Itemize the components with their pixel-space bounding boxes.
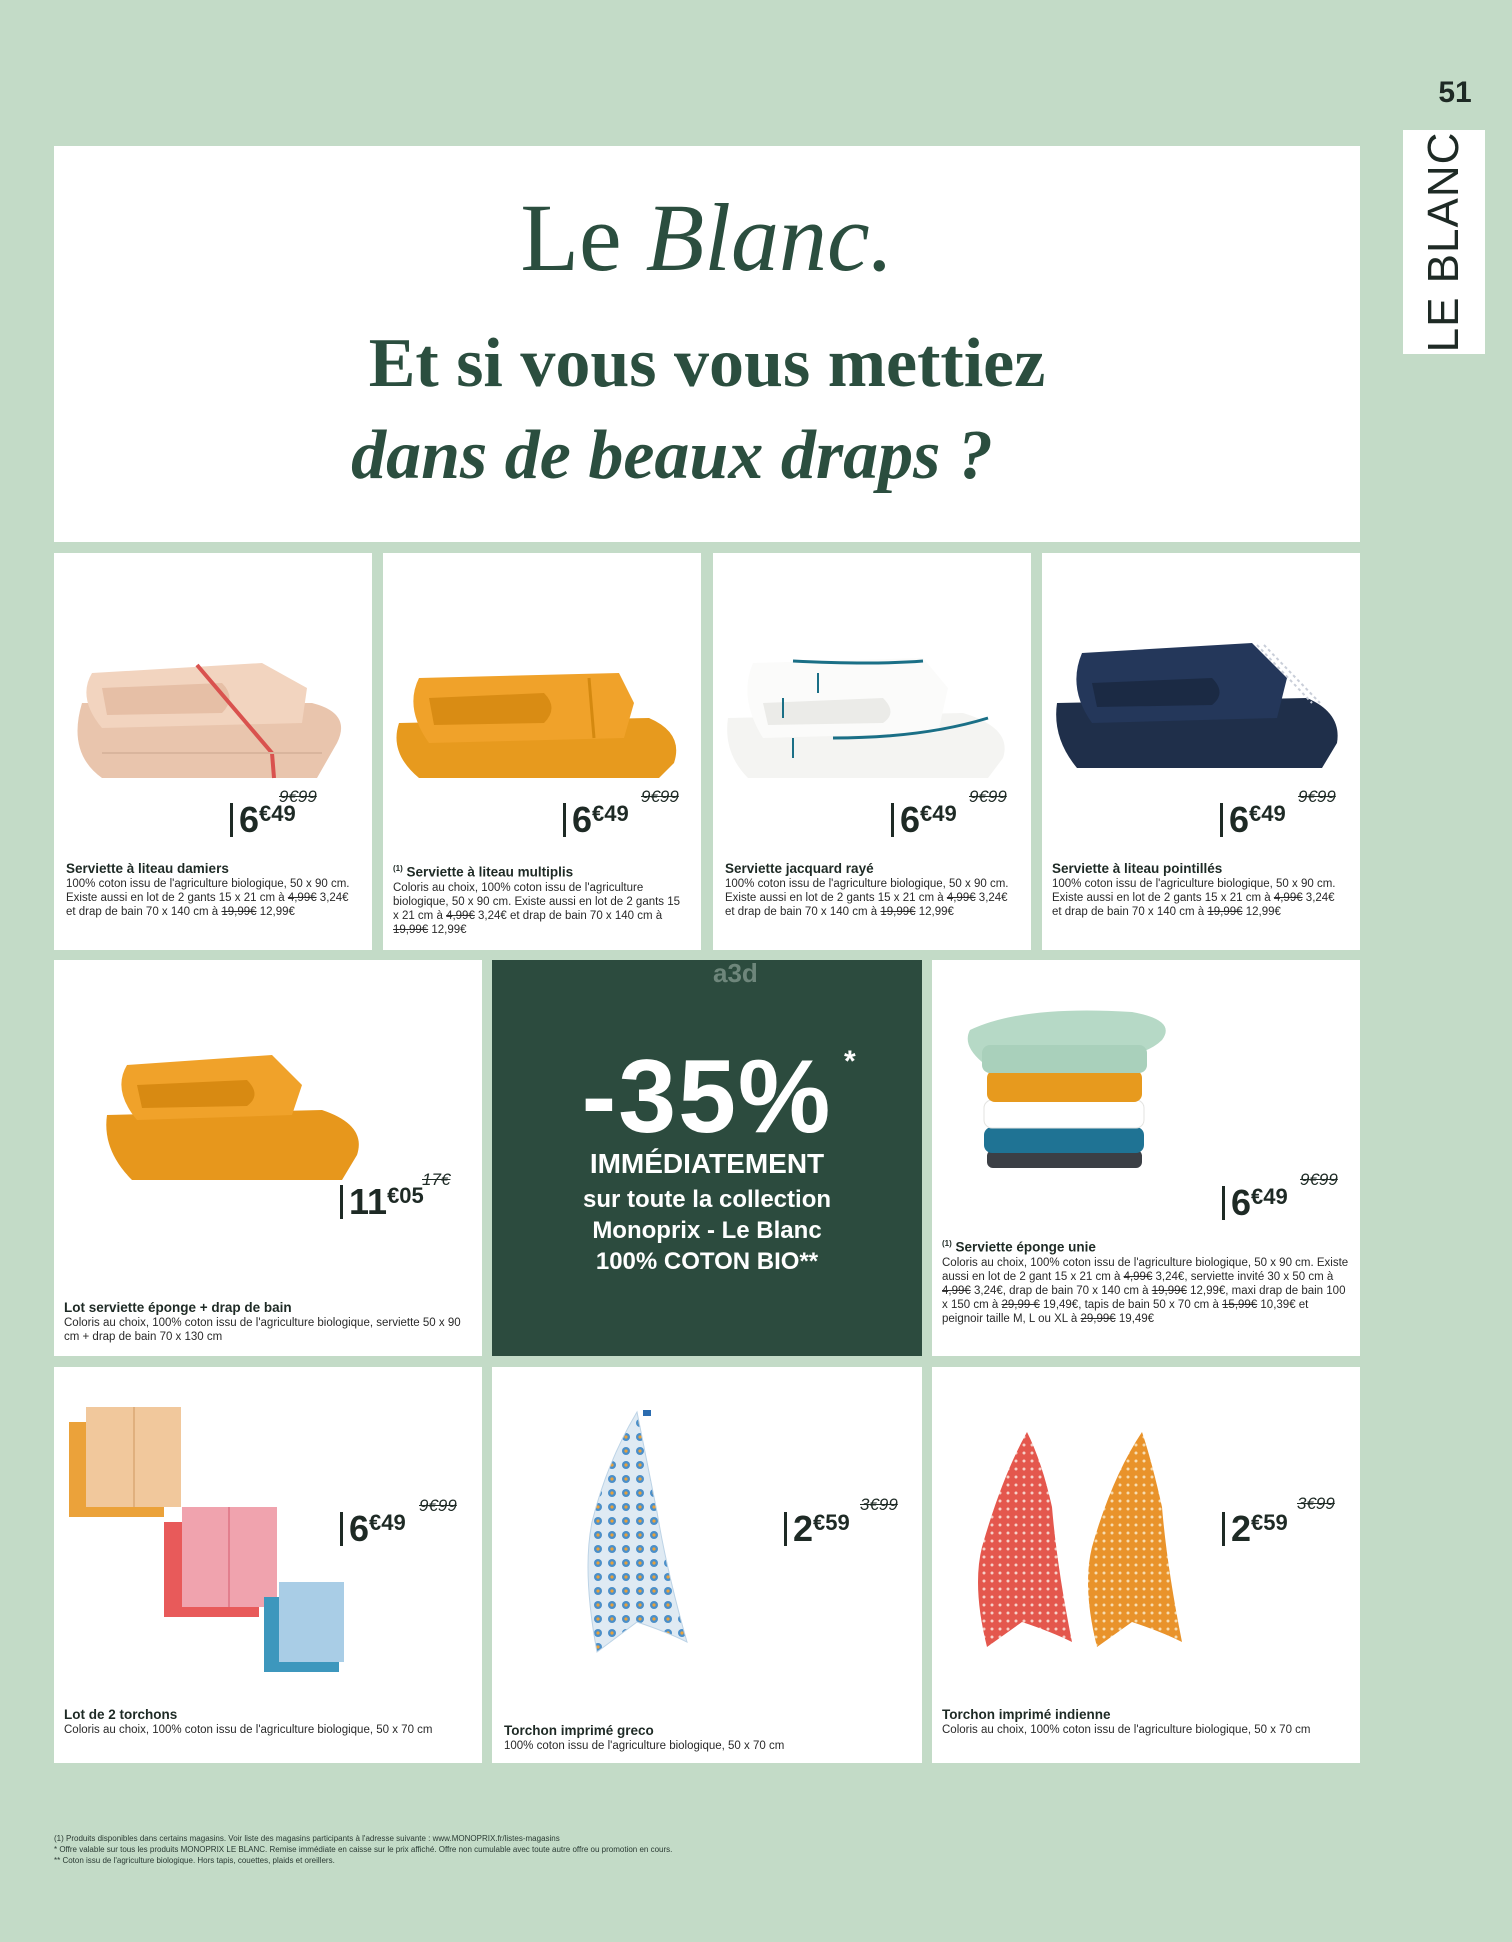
price-dec: €49	[592, 801, 629, 826]
product-desc	[64, 1300, 464, 1344]
price	[563, 799, 629, 840]
hero-line-2: Et si vous vous mettiez	[368, 325, 1046, 402]
promo-panel	[492, 960, 922, 1356]
desc: 100% coton issu de l'agriculture biologique, 50 x 70 cm	[504, 1740, 785, 1752]
hero-banner	[54, 146, 1360, 542]
section-tab-label: LE BLANC	[1419, 131, 1468, 353]
old-drap-price: 19,99€	[221, 906, 257, 918]
desc: Coloris au choix, 100% coton issu de l'agriculture biologique, 50 x 70 cm	[942, 1724, 1311, 1736]
towel-multiplis-image	[389, 643, 689, 793]
price-int: 6	[239, 799, 260, 840]
desc-5: 19,49€, tapis de bain 50 x 70 cm à	[1039, 1298, 1223, 1311]
price-int: 6	[1229, 799, 1250, 840]
old-price: 17€	[422, 1170, 451, 1189]
old-price-1: 4,99€	[1123, 1270, 1153, 1283]
desc-a: Coloris au choix, 100% coton issu de l'agriculture biologique, 50 x 90 cm. Existe aussi en lot de 2 gants 15 x 21 cm à	[393, 881, 681, 922]
product-name: Serviette éponge unie	[955, 1239, 1096, 1255]
footnote-1: (1) Produits disponibles dans certains magasins. Voir liste des magasins participants à l'adresse suivante : www.MONOPRIX.fr/listes-magasins	[54, 1834, 560, 1843]
towel-pointilles-image	[1052, 633, 1352, 793]
promo-star: *	[844, 1045, 856, 1078]
product-name-line	[942, 1236, 1350, 1256]
promo-details	[492, 1184, 922, 1277]
desc-2: 3,24€, serviette invité 30 x 50 cm à	[1152, 1270, 1334, 1283]
towel-jacquard-image	[723, 643, 1023, 793]
desc-b: 3,24€ et drap de bain 70 x 140 cm à	[725, 892, 1008, 918]
footnote-3: ** Coton issu de l'agriculture biologique. Hors tapis, couettes, plaids et oreillers.	[54, 1856, 335, 1865]
product-name: Lot de 2 torchons	[64, 1707, 178, 1722]
product-card-pointilles[interactable]	[1042, 553, 1360, 950]
product-name: Serviette à liteau pointillés	[1052, 861, 1223, 876]
hero-title-italic: Blanc.	[645, 184, 894, 291]
price-dec: €05	[387, 1183, 424, 1208]
product-desc	[393, 861, 683, 937]
hero-title	[54, 182, 1360, 293]
old-price: 3€99	[1297, 1494, 1335, 1513]
product-desc	[725, 861, 1015, 919]
desc: Coloris au choix, 100% coton issu de l'agriculture biologique, serviette 50 x 90 cm + drap de bain 70 x 130 cm	[64, 1317, 461, 1343]
desc: Coloris au choix, 100% coton issu de l'agriculture biologique, 50 x 70 cm	[64, 1724, 433, 1736]
price-int: 11	[349, 1181, 388, 1222]
product-card-greco[interactable]	[492, 1367, 922, 1763]
price-dec: €59	[813, 1510, 850, 1535]
old-drap-price: 19,99€	[880, 906, 916, 918]
price	[230, 799, 296, 840]
old-price: 3€99	[860, 1495, 898, 1514]
desc-c: 12,99€	[915, 906, 954, 918]
promo-line-2: sur toute la collection	[582, 1186, 832, 1213]
product-desc	[64, 1707, 464, 1737]
old-gants-price: 4,99€	[446, 909, 475, 922]
old-price: 9€99	[1298, 787, 1336, 806]
towel-set-image	[102, 1040, 382, 1190]
product-desc	[504, 1723, 904, 1753]
old-price: 9€99	[1300, 1170, 1338, 1189]
old-gants-price: 4,99€	[287, 892, 317, 904]
promo-percent: -35%	[581, 1039, 833, 1155]
torchons-image	[64, 1407, 344, 1677]
desc-b: 3,24€ et drap de bain 70 x 140 cm à	[474, 909, 663, 922]
price-dec: €49	[259, 801, 296, 826]
product-card-multiplis[interactable]	[383, 553, 701, 950]
hero-title-plain: Le	[520, 184, 646, 291]
torchon-greco-image	[577, 1402, 697, 1662]
product-card-jacquard[interactable]	[713, 553, 1031, 950]
old-price-2: 4,99€	[942, 1284, 971, 1297]
old-drap-price: 19,99€	[1207, 906, 1243, 918]
desc-a: 100% coton issu de l'agriculture biologique, 50 x 90 cm. Existe aussi en lot de 2 gants 15 x 21 cm à	[66, 878, 350, 904]
old-price-3: 19,99€	[1151, 1284, 1187, 1297]
page-number: 51	[1438, 76, 1472, 109]
product-card-torchons[interactable]	[54, 1367, 482, 1763]
desc-c: 12,99€	[1242, 906, 1281, 918]
price-dec: €49	[1249, 801, 1286, 826]
price	[340, 1508, 406, 1549]
torchon-indienne-image	[972, 1417, 1212, 1667]
old-price: 9€99	[641, 787, 679, 806]
promo-line-3: Monoprix - Le Blanc	[592, 1217, 822, 1244]
price-int: 6	[900, 799, 921, 840]
product-card-damiers[interactable]	[54, 553, 372, 950]
promo-line-4: 100% COTON BIO**	[595, 1248, 819, 1275]
desc-7: 19,49€	[1115, 1312, 1155, 1325]
desc-1: Coloris au choix, 100% coton issu de l'agriculture biologique, 50 x 90 cm. Existe aussi en lot de 2 gant 15 x 21 cm à	[942, 1256, 1349, 1283]
product-name: Torchon imprimé greco	[504, 1723, 654, 1738]
desc-c: 12,99€	[428, 923, 467, 936]
product-name-line	[393, 861, 683, 881]
price	[784, 1508, 850, 1549]
price-dec: €49	[1251, 1184, 1288, 1209]
product-desc	[66, 861, 356, 919]
price-int: 6	[1231, 1182, 1252, 1223]
old-price-5: 15,99€	[1222, 1298, 1258, 1311]
price-int: 2	[1231, 1508, 1252, 1549]
towel-damiers-image	[62, 643, 362, 793]
price	[891, 799, 957, 840]
product-name: Serviette à liteau multiplis	[406, 864, 574, 880]
price-int: 6	[572, 799, 593, 840]
product-name: Lot serviette éponge + drap de bain	[64, 1300, 292, 1315]
price-dec: €59	[1251, 1510, 1288, 1535]
product-card-lot-eponge[interactable]	[54, 960, 482, 1356]
footnote-ref: (1)	[942, 1239, 952, 1248]
desc-6: 10,39€ et peignoir taille M, L ou XL à	[942, 1298, 1309, 1325]
desc-b: 3,24€ et drap de bain 70 x 140 cm à	[1052, 892, 1335, 918]
desc-c: 12,99€	[256, 906, 295, 918]
product-card-eponge-unie[interactable]	[932, 960, 1360, 1356]
footnote-ref: (1)	[393, 864, 403, 873]
old-gants-price: 4,99€	[1273, 892, 1303, 904]
desc-a: 100% coton issu de l'agriculture biologique, 50 x 90 cm. Existe aussi en lot de 2 gants 15 x 21 cm à	[725, 878, 1009, 904]
footnotes	[54, 1833, 672, 1866]
product-name: Serviette jacquard rayé	[725, 861, 874, 876]
price-int: 6	[349, 1508, 370, 1549]
old-price-6: 29,99€	[1080, 1312, 1116, 1325]
price-dec: €49	[369, 1510, 406, 1535]
price	[1220, 799, 1286, 840]
towel-stack-image	[962, 1000, 1182, 1170]
old-price-4: 29,99 €	[1001, 1298, 1040, 1311]
old-price: 9€99	[419, 1496, 457, 1515]
product-name: Torchon imprimé indienne	[942, 1707, 1111, 1722]
price	[1222, 1182, 1288, 1223]
old-drap-price: 19,99€	[393, 923, 429, 936]
old-gants-price: 4,99€	[946, 892, 976, 904]
footnote-2: * Offre valable sur tous les produits MONOPRIX LE BLANC. Remise immédiate en caisse sur le prix affiché. Offre non cumulable avec toute autre offre ou promotion en cours.	[54, 1845, 673, 1854]
product-card-indienne[interactable]	[932, 1367, 1360, 1763]
product-desc	[1052, 861, 1342, 919]
product-name: Serviette à liteau damiers	[66, 861, 229, 876]
desc-b: 3,24€ et drap de bain 70 x 140 cm à	[66, 892, 349, 918]
price	[1222, 1508, 1288, 1549]
promo-line-1: IMMÉDIATEMENT	[589, 1148, 825, 1179]
watermark: a3d	[713, 958, 758, 988]
old-price: 9€99	[969, 787, 1007, 806]
price-int: 2	[793, 1508, 814, 1549]
price	[340, 1181, 424, 1222]
section-tab	[1403, 130, 1485, 354]
hero-line-3: dans de beaux draps ?	[351, 417, 993, 494]
desc-4: 12,99€, maxi drap de bain 100 x 150 cm à	[942, 1284, 1346, 1311]
price-dec: €49	[920, 801, 957, 826]
desc-3: 3,24€, drap de bain 70 x 140 cm à	[970, 1284, 1152, 1297]
desc-a: 100% coton issu de l'agriculture biologique, 50 x 90 cm. Existe aussi en lot de 2 gants 15 x 21 cm à	[1052, 878, 1336, 904]
product-desc	[942, 1236, 1350, 1326]
product-desc	[942, 1707, 1342, 1737]
old-price: 9€99	[279, 787, 317, 806]
